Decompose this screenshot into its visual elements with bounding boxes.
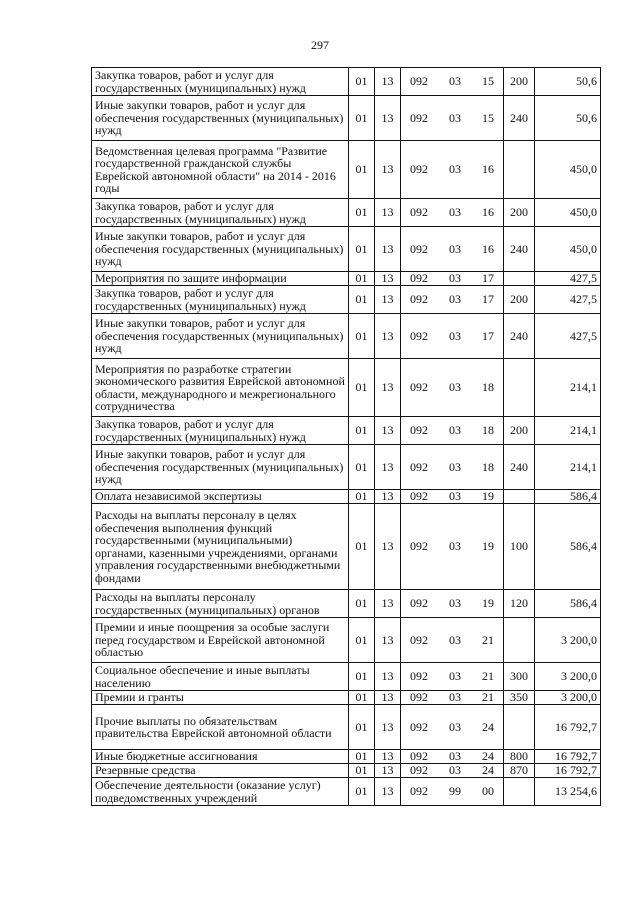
row-expense-type: 200 (504, 417, 535, 445)
row-section: 01 (349, 504, 375, 590)
row-section: 01 (349, 705, 375, 750)
row-target-code-1: 092 (410, 539, 428, 554)
row-target-code (401, 68, 504, 96)
row-subsection: 13 (375, 272, 401, 286)
row-name: Иные закупки товаров, работ и услуг для обеспечения государственных (муниципальных) нужд (92, 314, 349, 359)
row-target-code-2: 03 (449, 763, 461, 778)
table-row (92, 445, 601, 490)
row-target-code (401, 199, 504, 227)
row-name: Обеспечение деятельности (оказание услуг) подведомственных учреждений (92, 778, 349, 806)
row-subsection: 13 (375, 663, 401, 691)
row-target-code-3: 16 (482, 241, 494, 256)
row-expense-type: 240 (504, 227, 535, 272)
row-target-code-3: 17 (482, 271, 494, 286)
table-row (92, 504, 601, 590)
row-target-code (401, 417, 504, 445)
row-target-code (401, 314, 504, 359)
row-name: Закупка товаров, работ и услуг для государственных (муниципальных) нужд (92, 417, 349, 445)
row-subsection: 13 (375, 314, 401, 359)
row-section: 01 (349, 490, 375, 504)
row-target-code (401, 141, 504, 199)
row-name: Мероприятия по разработке стратегии экономического развития Еврейской автономной области, международного и межрегионального сотрудничества (92, 359, 349, 417)
row-target-code-3: 18 (482, 423, 494, 438)
row-amount: 214,1 (535, 445, 601, 490)
row-subsection: 13 (375, 490, 401, 504)
row-target-code-3: 24 (482, 719, 494, 734)
row-section: 01 (349, 314, 375, 359)
row-name: Премии и иные поощрения за особые заслуги перед государством и Еврейской автономной областью (92, 618, 349, 663)
row-section: 01 (349, 359, 375, 417)
row-target-code-1: 092 (410, 162, 428, 177)
row-expense-type (504, 359, 535, 417)
row-target-code-3: 24 (482, 749, 494, 764)
row-target-code-2: 03 (449, 292, 461, 307)
row-subsection: 13 (375, 141, 401, 199)
row-subsection: 13 (375, 750, 401, 764)
row-subsection: 13 (375, 359, 401, 417)
row-target-code (401, 504, 504, 590)
row-target-code-3: 16 (482, 205, 494, 220)
row-amount: 586,4 (535, 490, 601, 504)
row-section: 01 (349, 141, 375, 199)
row-name: Закупка товаров, работ и услуг для государственных (муниципальных) нужд (92, 286, 349, 314)
row-target-code (401, 590, 504, 618)
row-expense-type: 100 (504, 504, 535, 590)
row-amount: 586,4 (535, 590, 601, 618)
table-row (92, 590, 601, 618)
row-target-code (401, 618, 504, 663)
row-target-code-1: 092 (410, 271, 428, 286)
row-target-code-2: 03 (449, 328, 461, 343)
row-target-code (401, 663, 504, 691)
row-section: 01 (349, 227, 375, 272)
table-row (92, 68, 601, 96)
table-row (92, 141, 601, 199)
row-target-code-3: 21 (482, 669, 494, 684)
row-target-code (401, 764, 504, 778)
row-target-code (401, 691, 504, 705)
row-subsection: 13 (375, 691, 401, 705)
row-target-code-2: 03 (449, 596, 461, 611)
row-expense-type: 350 (504, 691, 535, 705)
row-amount: 450,0 (535, 141, 601, 199)
row-target-code-1: 092 (410, 669, 428, 684)
row-name: Прочие выплаты по обязательствам правительства Еврейской автономной области (92, 705, 349, 750)
row-target-code-3: 21 (482, 690, 494, 705)
row-target-code (401, 272, 504, 286)
row-expense-type (504, 618, 535, 663)
row-target-code-2: 03 (449, 110, 461, 125)
table-row (92, 417, 601, 445)
row-target-code-1: 092 (410, 763, 428, 778)
row-name: Социальное обеспечение и иные выплаты населению (92, 663, 349, 691)
row-section: 01 (349, 764, 375, 778)
row-target-code-1: 092 (410, 489, 428, 504)
row-target-code-3: 18 (482, 380, 494, 395)
row-subsection: 13 (375, 286, 401, 314)
row-subsection: 13 (375, 705, 401, 750)
row-amount: 214,1 (535, 359, 601, 417)
row-section: 01 (349, 750, 375, 764)
row-target-code-2: 03 (449, 539, 461, 554)
row-subsection: 13 (375, 96, 401, 141)
row-target-code-1: 092 (410, 241, 428, 256)
row-subsection: 13 (375, 764, 401, 778)
row-subsection: 13 (375, 417, 401, 445)
row-amount: 16 792,7 (535, 764, 601, 778)
row-target-code-3: 18 (482, 459, 494, 474)
row-section: 01 (349, 778, 375, 806)
row-name: Закупка товаров, работ и услуг для государственных (муниципальных) нужд (92, 68, 349, 96)
row-amount: 13 254,6 (535, 778, 601, 806)
table-row (92, 359, 601, 417)
row-target-code (401, 490, 504, 504)
row-amount: 3 200,0 (535, 663, 601, 691)
row-target-code-1: 092 (410, 423, 428, 438)
row-expense-type: 200 (504, 286, 535, 314)
table-row (92, 618, 601, 663)
row-amount: 50,6 (535, 68, 601, 96)
row-name: Иные бюджетные ассигнования (92, 750, 349, 764)
row-target-code-2: 03 (449, 423, 461, 438)
row-name: Закупка товаров, работ и услуг для государственных (муниципальных) нужд (92, 199, 349, 227)
row-amount: 3 200,0 (535, 691, 601, 705)
row-target-code-2: 03 (449, 749, 461, 764)
row-section: 01 (349, 96, 375, 141)
row-target-code-3: 24 (482, 763, 494, 778)
table-row (92, 272, 601, 286)
row-name: Ведомственная целевая программа "Развитие государственной гражданской службы Еврейской автономной области" на 2014 - 2016 годы (92, 141, 349, 199)
row-section: 01 (349, 618, 375, 663)
table-row (92, 750, 601, 764)
row-target-code-1: 092 (410, 749, 428, 764)
table-row (92, 691, 601, 705)
row-target-code-2: 03 (449, 380, 461, 395)
row-target-code-1: 092 (410, 74, 428, 89)
row-name: Премии и гранты (92, 691, 349, 705)
row-amount: 586,4 (535, 504, 601, 590)
row-target-code-1: 092 (410, 292, 428, 307)
row-amount: 16 792,7 (535, 750, 601, 764)
row-section: 01 (349, 590, 375, 618)
row-section: 01 (349, 286, 375, 314)
row-target-code-2: 99 (449, 784, 461, 799)
row-section: 01 (349, 445, 375, 490)
row-name: Резервные средства (92, 764, 349, 778)
row-target-code-3: 17 (482, 292, 494, 307)
table-row (92, 764, 601, 778)
row-target-code-1: 092 (410, 110, 428, 125)
row-target-code-2: 03 (449, 690, 461, 705)
row-subsection: 13 (375, 227, 401, 272)
row-name: Мероприятия по защите информации (92, 272, 349, 286)
row-target-code-3: 15 (482, 110, 494, 125)
row-target-code (401, 359, 504, 417)
row-target-code (401, 750, 504, 764)
row-target-code-3: 19 (482, 539, 494, 554)
row-target-code (401, 227, 504, 272)
row-section: 01 (349, 663, 375, 691)
row-subsection: 13 (375, 618, 401, 663)
row-expense-type (504, 705, 535, 750)
row-expense-type (504, 490, 535, 504)
row-name: Иные закупки товаров, работ и услуг для обеспечения государственных (муниципальных) нужд (92, 96, 349, 141)
row-expense-type (504, 778, 535, 806)
row-name: Расходы на выплаты персоналу государственных (муниципальных) органов (92, 590, 349, 618)
row-section: 01 (349, 272, 375, 286)
row-target-code-1: 092 (410, 205, 428, 220)
row-target-code-2: 03 (449, 74, 461, 89)
row-expense-type (504, 141, 535, 199)
row-section: 01 (349, 199, 375, 227)
row-target-code-2: 03 (449, 719, 461, 734)
row-expense-type: 240 (504, 96, 535, 141)
table-row (92, 199, 601, 227)
row-target-code (401, 96, 504, 141)
row-expense-type: 240 (504, 314, 535, 359)
row-expense-type: 200 (504, 68, 535, 96)
row-expense-type (504, 272, 535, 286)
row-section: 01 (349, 68, 375, 96)
row-target-code-1: 092 (410, 459, 428, 474)
row-amount: 427,5 (535, 286, 601, 314)
row-target-code (401, 705, 504, 750)
row-target-code (401, 445, 504, 490)
row-target-code-1: 092 (410, 719, 428, 734)
row-target-code-3: 15 (482, 74, 494, 89)
table-row (92, 778, 601, 806)
row-target-code-1: 092 (410, 690, 428, 705)
row-target-code-3: 00 (482, 784, 494, 799)
row-target-code-2: 03 (449, 241, 461, 256)
row-subsection: 13 (375, 199, 401, 227)
row-section: 01 (349, 417, 375, 445)
row-expense-type: 240 (504, 445, 535, 490)
row-target-code-1: 092 (410, 328, 428, 343)
row-target-code-2: 03 (449, 162, 461, 177)
row-target-code-3: 19 (482, 596, 494, 611)
table-row (92, 286, 601, 314)
row-subsection: 13 (375, 504, 401, 590)
row-amount: 50,6 (535, 96, 601, 141)
row-name: Оплата независимой экспертизы (92, 490, 349, 504)
row-expense-type: 800 (504, 750, 535, 764)
row-target-code-2: 03 (449, 459, 461, 474)
row-target-code-3: 17 (482, 328, 494, 343)
row-target-code-2: 03 (449, 669, 461, 684)
row-expense-type: 300 (504, 663, 535, 691)
row-target-code (401, 286, 504, 314)
row-target-code-2: 03 (449, 632, 461, 647)
row-name: Иные закупки товаров, работ и услуг для обеспечения государственных (муниципальных) нужд (92, 445, 349, 490)
table-row (92, 227, 601, 272)
row-target-code-1: 092 (410, 596, 428, 611)
row-subsection: 13 (375, 68, 401, 96)
row-target-code-2: 03 (449, 489, 461, 504)
row-amount: 450,0 (535, 227, 601, 272)
table-row (92, 314, 601, 359)
row-subsection: 13 (375, 590, 401, 618)
row-name: Иные закупки товаров, работ и услуг для обеспечения государственных (муниципальных) нужд (92, 227, 349, 272)
row-amount: 427,5 (535, 272, 601, 286)
row-amount: 3 200,0 (535, 618, 601, 663)
row-amount: 16 792,7 (535, 705, 601, 750)
row-subsection: 13 (375, 778, 401, 806)
row-target-code-1: 092 (410, 784, 428, 799)
table-row (92, 663, 601, 691)
row-target-code-3: 21 (482, 632, 494, 647)
row-section: 01 (349, 691, 375, 705)
row-target-code-3: 16 (482, 162, 494, 177)
row-name: Расходы на выплаты персоналу в целях обеспечения выполнения функций государственными (муниципальными) органами, казенными учреждениями, органами управления государственными внебюджетными фондами (92, 504, 349, 590)
row-target-code-3: 19 (482, 489, 494, 504)
row-target-code-1: 092 (410, 380, 428, 395)
page-number: 297 (311, 38, 329, 52)
row-subsection: 13 (375, 445, 401, 490)
row-amount: 450,0 (535, 199, 601, 227)
row-target-code-2: 03 (449, 271, 461, 286)
row-expense-type: 120 (504, 590, 535, 618)
budget-table (91, 67, 601, 806)
row-amount: 214,1 (535, 417, 601, 445)
table-row (92, 96, 601, 141)
row-expense-type: 200 (504, 199, 535, 227)
table-row (92, 490, 601, 504)
table-row (92, 705, 601, 750)
row-target-code-1: 092 (410, 632, 428, 647)
row-amount: 427,5 (535, 314, 601, 359)
row-target-code-2: 03 (449, 205, 461, 220)
row-target-code (401, 778, 504, 806)
row-expense-type: 870 (504, 764, 535, 778)
